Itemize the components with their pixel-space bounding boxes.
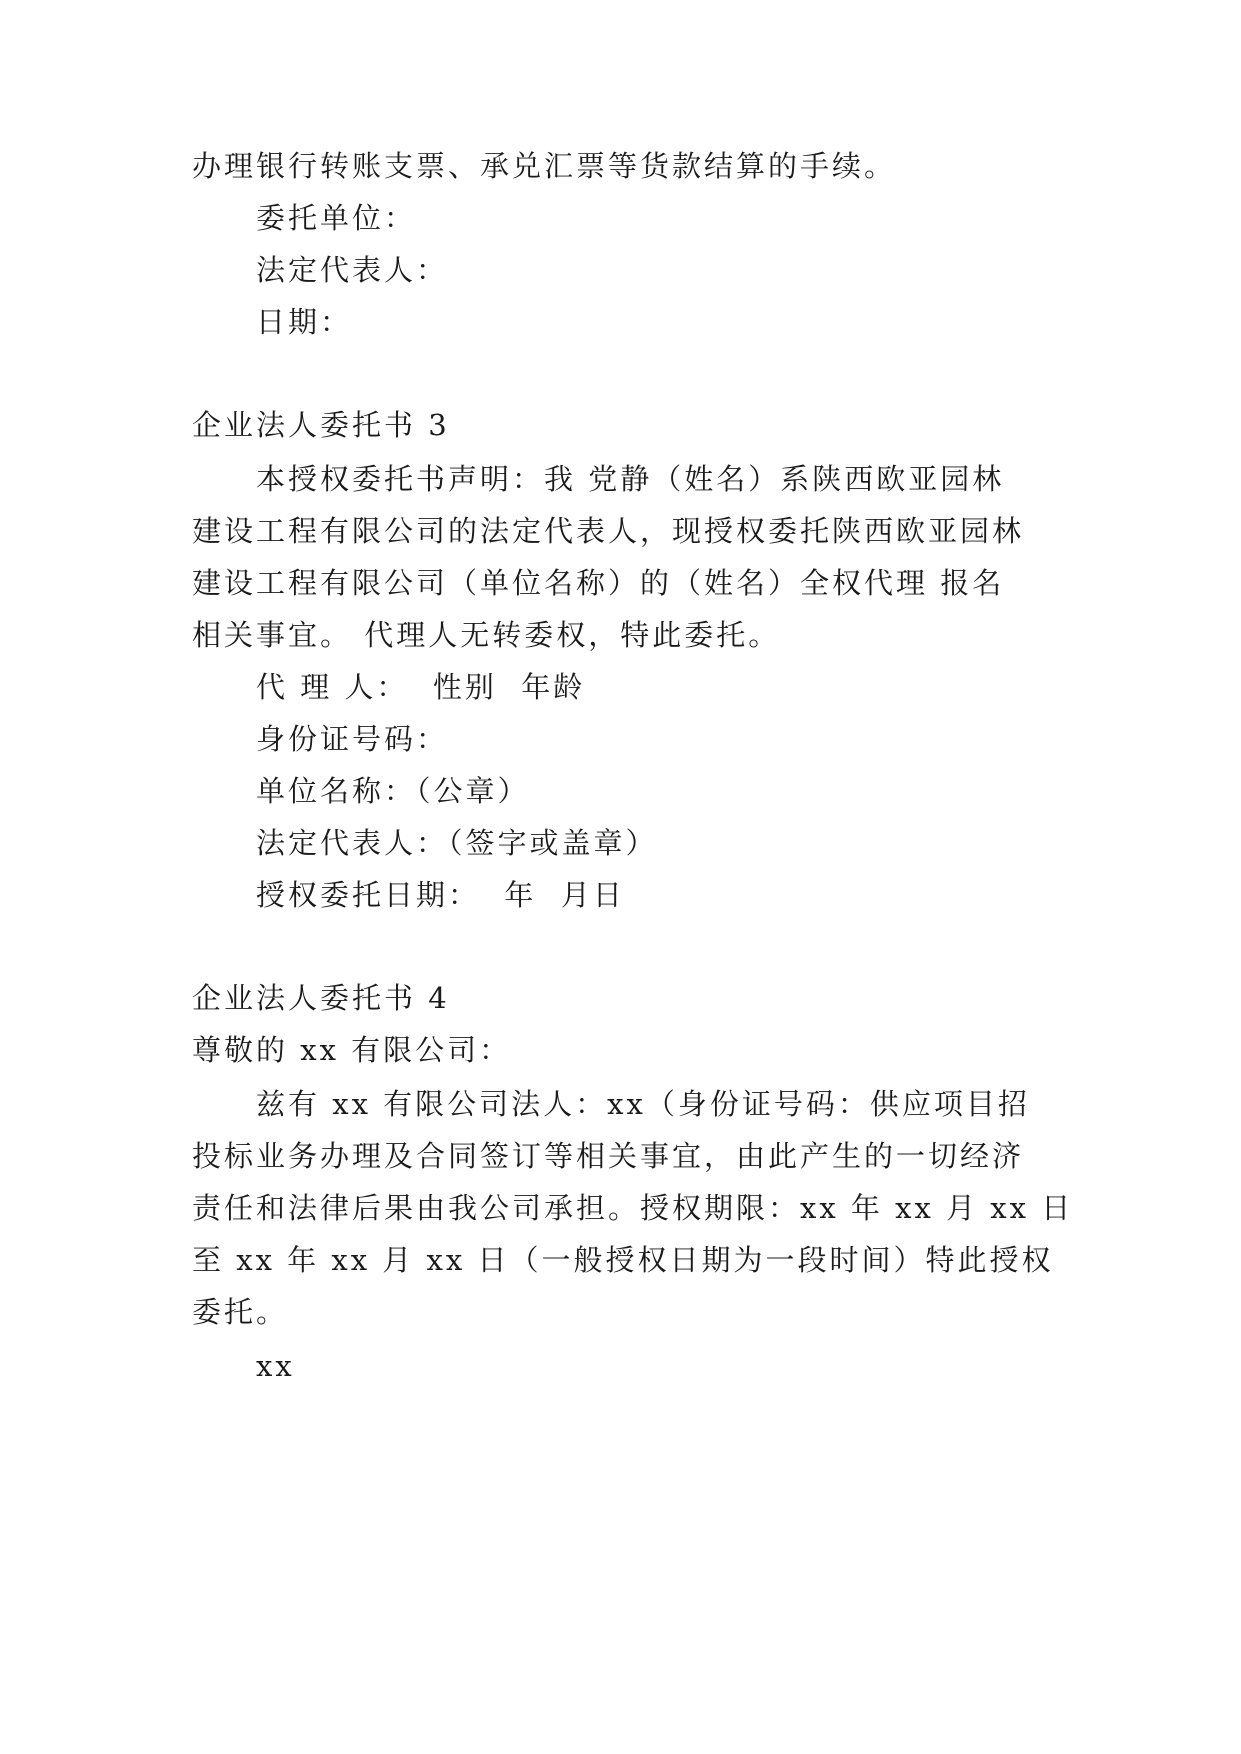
- legal-representative-label: 法定代表人：: [256, 253, 449, 287]
- salutation: 尊敬的 xx 有限公司：: [192, 1033, 512, 1067]
- date-label: 日期：: [256, 305, 353, 339]
- paragraph-line: 委托。: [192, 1295, 289, 1329]
- paragraph-line: 责任和法律后果由我公司承担。授权期限：xx 年 xx 月 xx 日: [192, 1191, 1074, 1225]
- paragraph-line: 相关事宜。 代理人无转委权，特此委托。: [192, 618, 781, 652]
- legal-rep-signature-label: 法定代表人：（签字或盖章）: [256, 826, 658, 860]
- paragraph-line: 本授权委托书声明：我 党静（姓名）系陕西欧亚园林: [256, 462, 1005, 496]
- paragraph-line: 建设工程有限公司（单位名称）的（姓名）全权代理 报名: [192, 566, 1005, 600]
- paragraph-line: 投标业务办理及合同签订等相关事宜，由此产生的一切经济: [192, 1139, 1025, 1173]
- section-title: 企业法人委托书 4: [192, 981, 450, 1015]
- paragraph-line: 至 xx 年 xx 月 xx 日（一般授权日期为一段时间）特此授权: [192, 1243, 1054, 1277]
- id-number-label: 身份证号码：: [256, 722, 449, 756]
- paragraph-line: 兹有 xx 有限公司法人：xx（身份证号码：供应项目招: [256, 1087, 1030, 1121]
- section-title: 企业法人委托书 3: [192, 408, 450, 442]
- paragraph-line: 建设工程有限公司的法定代表人，现授权委托陕西欧亚园林: [192, 514, 1025, 548]
- signature-text: xx: [256, 1349, 295, 1383]
- text-line: 办理银行转账支票、承兑汇票等货款结算的手续。: [192, 149, 897, 183]
- unit-name-label: 单位名称：（公章）: [256, 774, 530, 808]
- authorization-date-label: 授权委托日期： 年 月日: [256, 878, 625, 912]
- client-unit-label: 委托单位：: [256, 201, 417, 235]
- agent-label: 代 理 人： 性别 年龄: [256, 670, 586, 704]
